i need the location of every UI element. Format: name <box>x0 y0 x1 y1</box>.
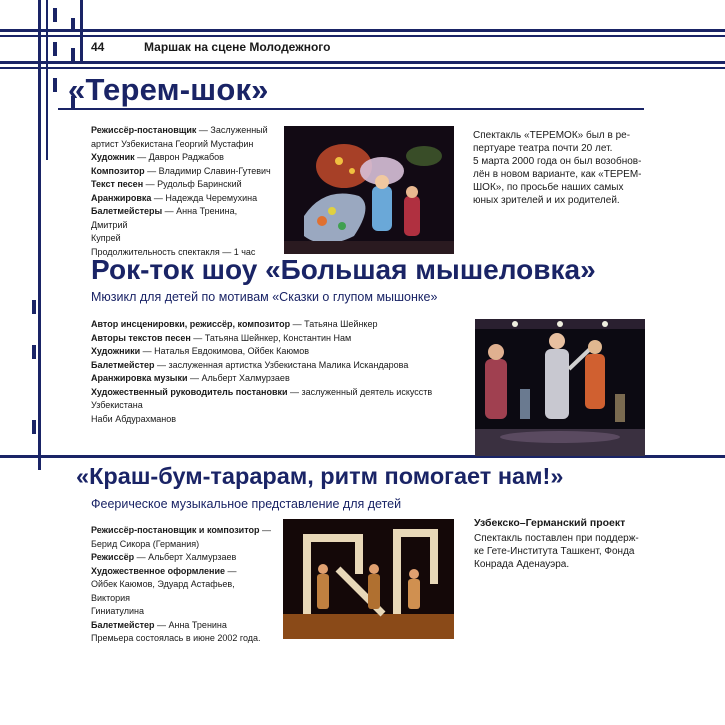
left-vertical-rule <box>38 0 41 470</box>
credit-name: — Даврон Раджабов <box>134 152 224 162</box>
credit-name: — Рудольф Баринский <box>143 179 242 189</box>
margin-tick <box>53 42 57 56</box>
credit-name: — Татьяна Шейнкер, Константин Нам <box>190 332 352 343</box>
credit-role: Режиссёр-постановщик и композитор <box>91 525 260 535</box>
credit-role: Балетмейстер <box>91 359 155 370</box>
header-divider <box>80 0 83 62</box>
margin-tick <box>71 18 75 32</box>
top-rule <box>0 29 725 32</box>
credit-line <box>91 605 276 619</box>
credit-name: артист Узбекистана Георгий Мустафин <box>91 138 254 149</box>
credit-name: Гиниатулина <box>91 606 144 616</box>
credit-line <box>91 232 276 246</box>
credit-line <box>91 565 276 579</box>
credit-name: Ойбек Каюмов, Эдуард Астафьев, Виктория <box>91 579 235 603</box>
credit-line <box>91 138 276 152</box>
credit-line <box>91 165 276 179</box>
credit-line <box>91 178 276 192</box>
credit-name: — Альберт Халмурзаев <box>187 373 290 383</box>
margin-tick <box>32 420 36 434</box>
credit-line <box>91 345 461 359</box>
credit-role: Режиссёр <box>91 552 135 562</box>
show2-title: Рок-ток шоу «Большая мышеловка» <box>91 254 596 285</box>
credit-name: Берид Сикора (Германия) <box>91 538 200 549</box>
credit-line <box>91 619 276 633</box>
text-line: ке Гете-Института Ташкент, Фонда <box>474 546 635 557</box>
credit-line <box>91 124 276 138</box>
credit-line <box>91 151 276 165</box>
credit-line <box>91 632 276 646</box>
text-line: Конрада Аденауэра. <box>474 559 570 570</box>
project-description <box>474 532 654 571</box>
show1-credits <box>91 124 276 259</box>
text-line: ШОК», по просьбе наших самых <box>473 182 624 193</box>
text-line: юных зрителей и их родителей. <box>473 195 620 206</box>
text-line: Спектакль «ТЕРЕМОК» был в ре- <box>473 130 631 141</box>
left-vertical-rule-2 <box>46 0 48 160</box>
credit-line <box>91 318 461 332</box>
credit-name: — Анна Тренина <box>154 619 227 630</box>
credit-name: — Владимир Славин-Гутевич <box>144 165 271 176</box>
credit-role: Авторы текстов песен <box>91 332 191 343</box>
credit-role: Художники <box>91 346 141 356</box>
show3-stage-photo <box>283 519 454 639</box>
credit-role: Художественное оформление <box>91 565 225 576</box>
credit-line <box>91 205 276 232</box>
credit-name: — Заслуженный <box>196 125 268 135</box>
page-number: 44 <box>91 40 105 54</box>
credit-name: — Анна Тренина, Дмитрий <box>91 206 238 230</box>
credit-line <box>91 524 276 538</box>
credit-name: Наби Абдурахманов <box>91 413 177 424</box>
header-rule-bottom <box>0 61 725 64</box>
show1-title: «Терем-шок» <box>68 72 269 107</box>
credit-name: Продолжительность спектакля — 1 час <box>91 246 256 257</box>
header-rule-top <box>0 35 725 37</box>
credit-role: Художник <box>91 152 135 162</box>
show2-stage-photo <box>475 319 645 456</box>
credit-role: Балетмейстер <box>91 619 155 630</box>
show1-description <box>473 129 653 207</box>
credit-name: — <box>224 565 237 576</box>
credit-line <box>91 332 461 346</box>
margin-tick <box>32 300 36 314</box>
text-line: лён в новом варианте, как «ТЕРЕМ- <box>473 169 642 180</box>
section1-rule <box>58 108 644 110</box>
credit-role: Художественный руководитель постановки <box>91 386 288 397</box>
credit-line <box>91 551 276 565</box>
credit-line <box>91 192 276 206</box>
show3-credits <box>91 524 276 646</box>
show3-subtitle: Феерическое музыкальное представление для детей <box>91 497 402 511</box>
text-line: 5 марта 2000 года он был возобнов- <box>473 156 642 167</box>
show1-stage-photo <box>284 126 454 254</box>
margin-tick <box>71 48 75 62</box>
credit-role: Текст песен <box>91 179 144 189</box>
running-title: Маршак на сцене Молодежного <box>144 40 331 54</box>
show2-subtitle: Мюзикл для детей по мотивам «Сказки о глупом мышонке» <box>91 290 438 304</box>
header-rule-bottom-2 <box>0 67 725 69</box>
credit-role: Балетмейстеры <box>91 206 163 216</box>
credit-role: Режиссёр-постановщик <box>91 125 197 135</box>
credit-line <box>91 372 461 386</box>
margin-tick <box>32 345 36 359</box>
project-heading: Узбекско–Германский проект <box>474 517 626 529</box>
credit-line <box>91 413 461 427</box>
credit-name: Премьера состоялась в июне 2002 года. <box>91 633 261 643</box>
credit-name: — Надежда Черемухина <box>151 192 258 203</box>
credit-role: Аранжировка музыки <box>91 373 188 383</box>
show3-title: «Краш-бум-тарарам, ритм помогает нам!» <box>76 463 564 489</box>
credit-name: — заслуженная артистка Узбекистана Малика Искандарова <box>154 359 409 370</box>
text-line: пертуаре театра почти 20 лет. <box>473 143 613 154</box>
margin-tick <box>53 78 57 92</box>
credit-role: Композитор <box>91 165 145 176</box>
credit-role: Аранжировка <box>91 192 152 203</box>
credit-name: — Татьяна Шейнкер <box>290 319 378 329</box>
margin-tick <box>53 8 57 22</box>
credit-name: — Наталья Евдокимова, Ойбек Каюмов <box>140 346 309 356</box>
credit-name: — <box>259 525 271 535</box>
credit-line <box>91 538 276 552</box>
credit-name: — Альберт Халмурзаев <box>134 552 237 562</box>
credit-line <box>91 359 461 373</box>
credit-line <box>91 386 461 413</box>
credit-name: Купрей <box>91 233 121 243</box>
credit-line <box>91 578 276 605</box>
text-line: Спектакль поставлен при поддерж- <box>474 533 639 544</box>
credit-role: Автор инсценировки, режиссёр, композитор <box>91 319 291 329</box>
credit-name: — заслуженный деятель искусств Узбекистана <box>91 386 433 410</box>
show2-credits <box>91 318 461 426</box>
